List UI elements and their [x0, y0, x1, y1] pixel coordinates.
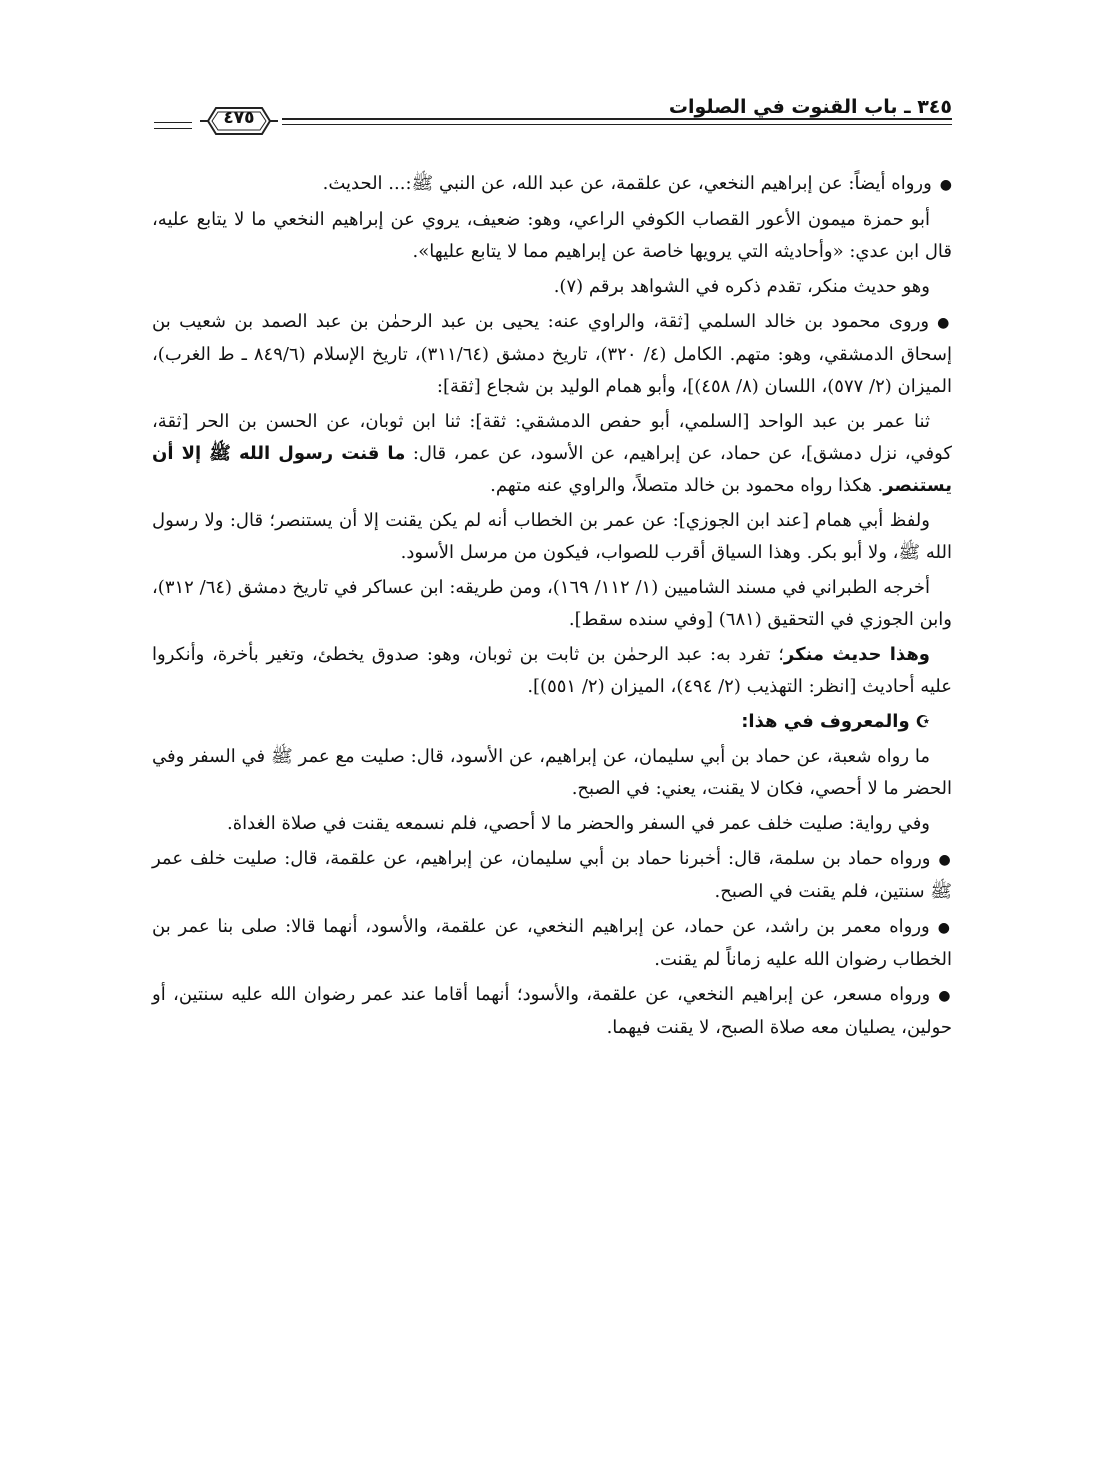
- paragraph-text: ما رواه شعبة، عن حماد بن أبي سليمان، عن إبراهيم، عن الأسود، قال: صليت مع عمر ﷺ في السفر وفي الحضر ما لا أحصي، فكان لا يقنت، يعني: في الصبح.: [152, 746, 952, 799]
- section-heading: والمعروف في هذا:: [741, 711, 910, 732]
- paragraph: [152, 979, 952, 1044]
- paragraph-text: ورواه مسعر، عن إبراهيم النخعي، عن علقمة، والأسود؛ أنهما أقاما عند عمر رضوان الله عليه سنتين، أو حولين، يصليان معه صلاة الصبح، لا يقنت فيهما.: [152, 984, 952, 1038]
- paragraph-text: وهو حديث منكر، تقدم ذكره في الشواهد برقم (٧).: [553, 276, 930, 297]
- header-rule: [282, 124, 952, 125]
- paragraph-text: ورواه معمر بن راشد، عن حماد، عن إبراهيم النخعي، عن علقمة، والأسود، أنهما قالا: صلى بنا عمر بن الخطاب رضوان الله عليه زماناً لم يقنت.: [152, 916, 952, 970]
- bullet-icon: ●: [939, 177, 952, 193]
- paragraph: [152, 271, 952, 303]
- header-rule: [282, 118, 952, 120]
- paragraph: [152, 572, 952, 636]
- page-header: [152, 94, 952, 140]
- page-number: ٤٧٥: [223, 108, 255, 128]
- ruling-text-bold: وهذا حديث منكر: [783, 644, 930, 665]
- paragraph: [152, 741, 952, 805]
- paragraph-text: وروى محمود بن خالد السلمي [ثقة، والراوي عنه: يحيى بن عبد الرحمٰن بن عبد الصمد بن شعيب بن إسحاق الدمشقي، وهو: متهم. الكامل (٤/ ٣٢٠)، تاريخ دمشق (٣١١/٦٤)، تاريخ الإسلام (٨٤٩/٦ ـ ط الغرب)، الميزان (٢/ ٥٧٧)، اللسان (٨/ ٤٥٨)]، وأبو همام الوليد بن شجاع [ثقة]:: [152, 311, 952, 397]
- paragraph-text: أبو حمزة ميمون الأعور القصاب الكوفي الراعي، وهو: ضعيف، يروي عن إبراهيم النخعي ما لا يتابع عليه، قال ابن عدي: «وأحاديثه التي يرويها خاصة عن إبراهيم مما لا يتابع عليها».: [152, 209, 952, 262]
- paragraph-text: ورواه حماد بن سلمة، قال: أخبرنا حماد بن أبي سليمان، عن إبراهيم، عن علقمة، قال: صليت خلف عمر ﷺ سنتين، فلم يقنت في الصبح.: [152, 848, 952, 902]
- bullet-icon: ●: [938, 852, 952, 868]
- bullet-icon: ●: [937, 920, 952, 936]
- hadith-text-bold: ما قنت رسول الله ﷺ إلا أن يستنصر: [152, 443, 952, 496]
- paragraph: [152, 505, 952, 569]
- paragraph: [152, 406, 952, 502]
- paragraph: [152, 204, 952, 268]
- page-number-badge: [198, 104, 280, 138]
- paragraph-text: وفي رواية: صليت خلف عمر في السفر والحضر ما لا أحصي، فلم نسمعه يقنت في صلاة الغداة.: [227, 813, 930, 834]
- paragraph: [152, 306, 952, 403]
- paragraph-text: ؛ تفرد به: عبد الرحمٰن بن ثابت بن ثوبان، وهو: صدوق يخطئ، وتغير بأخرة، وأنكروا عليه أحاديث [انظر: التهذيب (٢/ ٤٩٤)، الميزان (٢/ ٥٥١)].: [152, 644, 952, 697]
- paragraph: [152, 911, 952, 976]
- paragraph-text: ولفظ أبي همام [عند ابن الجوزي]: عن عمر بن الخطاب أنه لم يكن يقنت إلا أن يستنصر؛ قال: ولا رسول الله ﷺ، ولا أبو بكر. وهذا السياق أقرب للصواب، فيكون من مرسل الأسود.: [152, 510, 952, 563]
- paragraph-text: ثنا عمر بن عبد الواحد [السلمي، أبو حفص الدمشقي: ثقة]: ثنا ابن ثوبان، عن الحسن بن الحر [ثقة، كوفي، نزل دمشق]، عن حماد، عن إبراهيم، عن الأسود، عن عمر، قال:: [152, 411, 952, 464]
- paragraph-text: أخرجه الطبراني في مسند الشاميين (١/ ١١٢/ ١٦٩)، ومن طريقه: ابن عساكر في تاريخ دمشق (٦٤/ ٣١٢)، وابن الجوزي في التحقيق (٦٨١) [وفي سنده سقط].: [152, 577, 952, 630]
- paragraph: [152, 808, 952, 840]
- chapter-title: ٣٤٥ ـ باب القنوت في الصلوات: [668, 96, 952, 118]
- paragraph-text: ورواه أيضاً: عن إبراهيم النخعي، عن علقمة، عن عبد الله، عن النبي ﷺ:... الحديث.: [322, 173, 932, 194]
- header-rule: [154, 128, 192, 129]
- crescent-marker-icon: ☪: [915, 712, 930, 731]
- paragraph: [152, 706, 952, 738]
- paragraph-text: . هكذا رواه محمود بن خالد متصلاً، والراوي عنه متهم.: [490, 475, 884, 496]
- header-rule: [154, 122, 192, 123]
- paragraph: [152, 639, 952, 703]
- paragraph: [152, 843, 952, 908]
- paragraph: [152, 168, 952, 201]
- page-body: [152, 168, 952, 1047]
- bullet-icon: ●: [937, 315, 953, 331]
- bullet-icon: ●: [938, 988, 952, 1004]
